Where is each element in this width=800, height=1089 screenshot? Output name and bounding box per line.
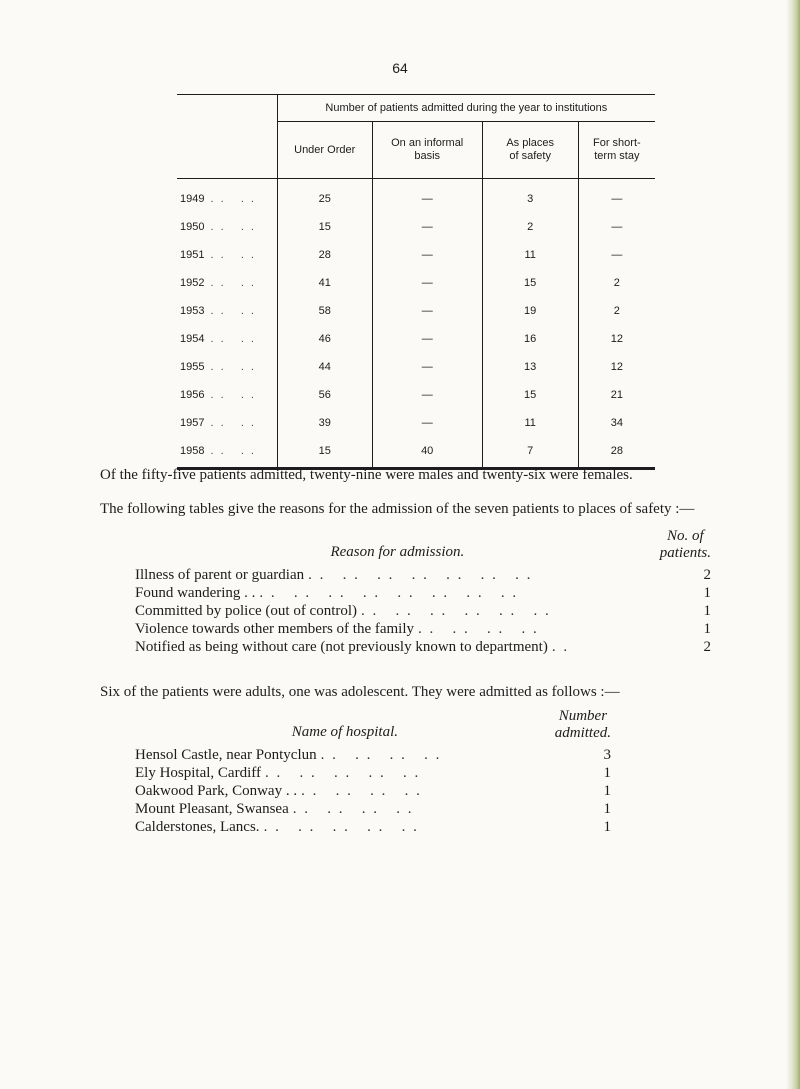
dot-leader: . . . .	[210, 361, 256, 373]
paragraph-hospitals-intro: Six of the patients were adults, one was adolescent. They were admitted as follows :—	[100, 684, 620, 700]
reason-item-dot-leader: . . . . . . . .	[418, 621, 539, 637]
hospital-item	[135, 782, 611, 800]
table-row	[177, 353, 655, 381]
year-cell: 1951 . . . .	[180, 249, 256, 261]
informal-cell: —	[372, 269, 482, 297]
year-cell: 1952 . . . .	[180, 277, 256, 289]
under-order-cell: 46	[277, 325, 372, 353]
reason-item-value: 1	[703, 585, 711, 601]
hospital-item-dot-leader: . . . . . . . .	[292, 801, 414, 817]
places-of-safety-cell: 13	[482, 353, 578, 381]
informal-cell: —	[372, 297, 482, 325]
under-order-cell: 56	[277, 381, 372, 409]
table-row	[177, 437, 655, 469]
table-row	[177, 241, 655, 269]
short-term-cell: —	[578, 213, 655, 241]
reason-item	[135, 584, 711, 602]
places-of-safety-cell: 19	[482, 297, 578, 325]
short-term-cell: 28	[578, 437, 655, 469]
short-term-cell: 34	[578, 409, 655, 437]
hospital-item	[135, 818, 611, 836]
short-term-cell: 12	[578, 325, 655, 353]
reason-item-dot-leader: . . . . . . . . . . . .	[361, 603, 551, 619]
hospitals-heading	[135, 702, 611, 742]
short-term-cell: —	[578, 179, 655, 214]
year-cell: 1949 . . . .	[180, 193, 256, 205]
hospital-item-label: Calderstones, Lancs.	[135, 819, 260, 835]
paragraph-patients-sex: Of the fifty-five patients admitted, twenty-nine were males and twenty-six were females.	[100, 467, 633, 483]
admissions-table	[177, 94, 655, 470]
reasons-items	[135, 566, 711, 656]
places-of-safety-cell: 3	[482, 179, 578, 214]
under-order-cell: 41	[277, 269, 372, 297]
reason-item-dot-leader: . . . . . . . . . . . . . .	[308, 567, 533, 583]
places-of-safety-cell: 7	[482, 437, 578, 469]
year-cell: 1957 . . . .	[180, 417, 256, 429]
reasons-heading-right: No. of patients.	[659, 528, 711, 561]
table-row	[177, 409, 655, 437]
table-body	[177, 179, 655, 469]
table-row	[177, 269, 655, 297]
informal-cell: —	[372, 179, 482, 214]
places-of-safety-cell: 15	[482, 381, 578, 409]
column-header-short-term: For short- term stay	[578, 122, 655, 179]
reason-item-value: 2	[703, 639, 711, 655]
under-order-cell: 25	[277, 179, 372, 214]
column-header-under-order: Under Order	[277, 122, 372, 179]
hospital-item-value: 3	[603, 747, 611, 763]
places-of-safety-cell: 16	[482, 325, 578, 353]
hospital-item-value: 1	[603, 819, 611, 835]
under-order-cell: 44	[277, 353, 372, 381]
hospital-item-dot-leader: . . . . . . . . . .	[264, 765, 421, 781]
informal-cell: 40	[372, 437, 482, 469]
page-number: 64	[392, 60, 408, 76]
hospitals-heading-left: Name of hospital.	[291, 724, 398, 740]
dot-leader: . . . .	[210, 193, 256, 205]
reason-item-label: Found wandering . .	[135, 585, 256, 601]
table-group-header: Number of patients admitted during the year to institutions	[277, 95, 655, 122]
reason-item-dot-leader: . .	[551, 639, 570, 655]
table-row	[177, 213, 655, 241]
under-order-cell: 39	[277, 409, 372, 437]
reasons-heading	[135, 520, 711, 562]
reason-item	[135, 620, 711, 638]
year-header-cell	[177, 95, 277, 122]
places-of-safety-cell: 15	[482, 269, 578, 297]
table-row	[177, 381, 655, 409]
reason-item-label: Notified as being without care (not previously known to department)	[135, 639, 548, 655]
dot-leader: . . . .	[210, 389, 256, 401]
dot-leader: . . . .	[210, 249, 256, 261]
short-term-cell: —	[578, 241, 655, 269]
year-cell: 1955 . . . .	[180, 361, 256, 373]
binding-edge	[786, 0, 800, 1089]
under-order-cell: 15	[277, 437, 372, 469]
hospitals-list	[135, 702, 611, 836]
hospitals-items	[135, 746, 611, 836]
under-order-cell: 28	[277, 241, 372, 269]
short-term-cell: 12	[578, 353, 655, 381]
places-of-safety-cell: 11	[482, 409, 578, 437]
year-cell: 1954 . . . .	[180, 333, 256, 345]
reason-item	[135, 638, 711, 656]
table-row	[177, 297, 655, 325]
reason-item-label: Committed by police (out of control)	[135, 603, 358, 619]
informal-cell: —	[372, 241, 482, 269]
dot-leader: . . . .	[210, 417, 256, 429]
year-cell: 1956 . . . .	[180, 389, 256, 401]
places-of-safety-cell: 11	[482, 241, 578, 269]
places-of-safety-cell: 2	[482, 213, 578, 241]
reason-item	[135, 566, 711, 584]
informal-cell: —	[372, 381, 482, 409]
hospitals-heading-right: Number admitted.	[554, 708, 611, 741]
reason-item-value: 1	[703, 621, 711, 637]
reason-item-value: 2	[703, 567, 711, 583]
hospital-item	[135, 800, 611, 818]
reason-item-label: Illness of parent or guardian	[135, 567, 305, 583]
hospital-item-label: Hensol Castle, near Pontyclun	[135, 747, 317, 763]
reason-item-value: 1	[703, 603, 711, 619]
dot-leader: . . . .	[210, 445, 256, 457]
hospital-item-value: 1	[603, 765, 611, 781]
table-row	[177, 325, 655, 353]
column-header-informal: On an informal basis	[372, 122, 482, 179]
reason-item	[135, 602, 711, 620]
hospital-item-label: Oakwood Park, Conway . .	[135, 783, 298, 799]
hospital-item	[135, 764, 611, 782]
reasons-heading-left: Reason for admission.	[330, 544, 465, 560]
column-header-places-of-safety: As places of safety	[482, 122, 578, 179]
paragraph-reasons-intro: The following tables give the reasons for the admission of the seven patients to places of safety :—	[100, 501, 695, 517]
dot-leader: . . . .	[210, 333, 256, 345]
dot-leader: . . . .	[210, 221, 256, 233]
reason-item-label: Violence towards other members of the family	[135, 621, 415, 637]
short-term-cell: 2	[578, 297, 655, 325]
hospital-item-value: 1	[603, 783, 611, 799]
table-row	[177, 179, 655, 214]
informal-cell: —	[372, 325, 482, 353]
year-cell: 1958 . . . .	[180, 445, 256, 457]
hospital-item-dot-leader: . . . . . . . .	[320, 747, 442, 763]
reasons-list	[135, 520, 711, 656]
year-cell: 1950 . . . .	[180, 221, 256, 233]
under-order-cell: 58	[277, 297, 372, 325]
informal-cell: —	[372, 353, 482, 381]
hospital-item-dot-leader: . . . . . . . . . .	[263, 819, 419, 835]
short-term-cell: 2	[578, 269, 655, 297]
dot-leader: . . . .	[210, 305, 256, 317]
reason-item-dot-leader: . . . . . . . . . . . . . . . .	[259, 585, 519, 601]
under-order-cell: 15	[277, 213, 372, 241]
short-term-cell: 21	[578, 381, 655, 409]
dot-leader: . . . .	[210, 277, 256, 289]
hospital-item	[135, 746, 611, 764]
year-cell: 1953 . . . .	[180, 305, 256, 317]
informal-cell: —	[372, 213, 482, 241]
hospital-item-label: Mount Pleasant, Swansea	[135, 801, 289, 817]
informal-cell: —	[372, 409, 482, 437]
hospital-item-label: Ely Hospital, Cardiff	[135, 765, 261, 781]
hospital-item-dot-leader: . . . . . . . .	[301, 783, 422, 799]
hospital-item-value: 1	[603, 801, 611, 817]
